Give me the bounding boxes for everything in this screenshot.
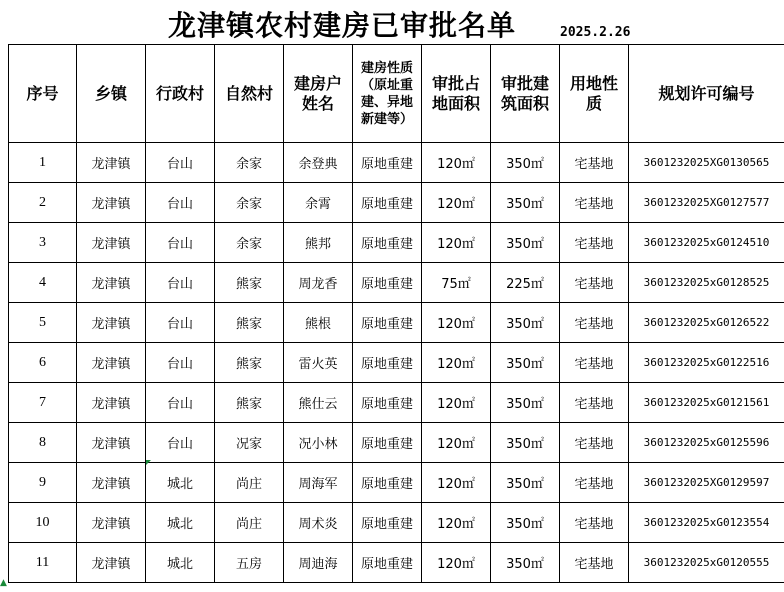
header-nature-line3: 建、异地 <box>360 94 413 110</box>
header-nature-line1: 建房性质 <box>360 60 413 76</box>
cell-land-area[interactable]: 120㎡ <box>422 503 491 543</box>
table-row <box>9 503 784 543</box>
header-natural-village[interactable]: 自然村 <box>215 45 284 143</box>
cell-owner[interactable]: 熊邦 <box>284 223 353 263</box>
cell-land-area[interactable]: 120㎡ <box>422 423 491 463</box>
header-build-area-line2: 筑面积 <box>500 93 549 113</box>
cell-no[interactable]: 3 <box>9 223 77 263</box>
cell-admin-village[interactable]: 台山 <box>146 223 215 263</box>
cell-land-area[interactable]: 120㎡ <box>422 343 491 383</box>
cell-no[interactable]: 10 <box>9 503 77 543</box>
cell-natural-village[interactable]: 况家 <box>215 423 284 463</box>
cell-admin-village[interactable]: 台山 <box>146 143 215 183</box>
cell-land-use[interactable]: 宅基地 <box>560 303 629 343</box>
cell-owner[interactable]: 雷火英 <box>284 343 353 383</box>
cell-land-area[interactable]: 75㎡ <box>422 263 491 303</box>
table-row <box>9 343 784 383</box>
title-row <box>8 0 784 45</box>
cell-build-area[interactable]: 350㎡ <box>491 383 560 423</box>
cell-town[interactable]: 龙津镇 <box>77 223 146 263</box>
header-land-use[interactable] <box>560 45 629 143</box>
cell-land-use[interactable]: 宅基地 <box>560 463 629 503</box>
sheet-left-gutter <box>0 0 8 592</box>
document-date: 2025.2.26 <box>560 25 631 40</box>
cell-natural-village[interactable]: 余家 <box>215 183 284 223</box>
cell-permit[interactable]: 3601232025xG0128525 <box>629 263 784 303</box>
cell-no[interactable]: 6 <box>9 343 77 383</box>
document-title: 龙津镇农村建房已审批名单 <box>168 9 517 42</box>
cell-land-use[interactable]: 宅基地 <box>560 543 629 583</box>
comment-marker-icon <box>146 460 151 465</box>
cell-land-area[interactable]: 120㎡ <box>422 223 491 263</box>
cell-permit[interactable]: 3601232025xG0125596 <box>629 423 784 463</box>
table-row <box>9 303 784 343</box>
cell-land-area[interactable]: 120㎡ <box>422 183 491 223</box>
header-owner-line1: 建房户 <box>293 73 342 93</box>
gutter-arrow-icon[interactable]: ▲ <box>0 578 7 588</box>
cell-build-area[interactable]: 350㎡ <box>491 183 560 223</box>
cell-permit[interactable]: 3601232025xG0120555 <box>629 543 784 583</box>
cell-land-use[interactable]: 宅基地 <box>560 343 629 383</box>
cell-town[interactable]: 龙津镇 <box>77 263 146 303</box>
cell-nature[interactable]: 原地重建 <box>353 183 422 223</box>
cell-owner[interactable]: 余霄 <box>284 183 353 223</box>
cell-land-use[interactable]: 宅基地 <box>560 263 629 303</box>
cell-permit[interactable]: 3601232025xG0126522 <box>629 303 784 343</box>
cell-town[interactable]: 龙津镇 <box>77 183 146 223</box>
header-land-area-line1: 审批占 <box>431 73 480 93</box>
cell-build-area[interactable]: 350㎡ <box>491 143 560 183</box>
cell-natural-village[interactable]: 熊家 <box>215 263 284 303</box>
header-permit[interactable]: 规划许可编号 <box>629 45 784 143</box>
table-row <box>9 183 784 223</box>
header-owner-line2: 姓名 <box>301 93 334 113</box>
table-row <box>9 263 784 303</box>
table-row <box>9 223 784 263</box>
cell-land-use[interactable]: 宅基地 <box>560 143 629 183</box>
cell-admin-village[interactable]: 台山 <box>146 423 215 463</box>
cell-natural-village[interactable]: 熊家 <box>215 383 284 423</box>
cell-land-area[interactable]: 120㎡ <box>422 383 491 423</box>
cell-land-use[interactable]: 宅基地 <box>560 503 629 543</box>
cell-no[interactable]: 1 <box>9 143 77 183</box>
cell-nature[interactable]: 原地重建 <box>353 543 422 583</box>
cell-no[interactable]: 5 <box>9 303 77 343</box>
cell-town[interactable]: 龙津镇 <box>77 143 146 183</box>
header-no[interactable]: 序号 <box>9 45 77 143</box>
cell-land-area[interactable]: 120㎡ <box>422 143 491 183</box>
cell-owner[interactable]: 周龙香 <box>284 263 353 303</box>
cell-nature[interactable]: 原地重建 <box>353 223 422 263</box>
cell-land-use[interactable]: 宅基地 <box>560 423 629 463</box>
cell-owner[interactable]: 熊仕云 <box>284 383 353 423</box>
cell-land-use[interactable]: 宅基地 <box>560 183 629 223</box>
cell-permit[interactable]: 3601232025xG0123554 <box>629 503 784 543</box>
cell-nature[interactable]: 原地重建 <box>353 343 422 383</box>
cell-owner[interactable]: 周术炎 <box>284 503 353 543</box>
cell-land-area[interactable]: 120㎡ <box>422 303 491 343</box>
cell-no[interactable]: 7 <box>9 383 77 423</box>
cell-permit[interactable]: 3601232025xG0121561 <box>629 383 784 423</box>
cell-owner[interactable]: 周海军 <box>284 463 353 503</box>
cell-build-area[interactable]: 350㎡ <box>491 303 560 343</box>
cell-town[interactable]: 龙津镇 <box>77 503 146 543</box>
header-nature[interactable] <box>353 45 422 143</box>
cell-permit[interactable]: 3601232025XG0129597 <box>629 463 784 503</box>
cell-nature[interactable]: 原地重建 <box>353 263 422 303</box>
cell-owner[interactable]: 熊根 <box>284 303 353 343</box>
cell-owner[interactable]: 余登典 <box>284 143 353 183</box>
cell-admin-village[interactable]: 台山 <box>146 183 215 223</box>
cell-admin-village[interactable]: 台山 <box>146 343 215 383</box>
cell-build-area[interactable]: 350㎡ <box>491 503 560 543</box>
cell-natural-village[interactable]: 余家 <box>215 143 284 183</box>
cell-owner[interactable]: 况小林 <box>284 423 353 463</box>
cell-land-use[interactable]: 宅基地 <box>560 223 629 263</box>
header-owner[interactable] <box>284 45 353 143</box>
table-row <box>9 423 784 463</box>
cell-nature[interactable]: 原地重建 <box>353 303 422 343</box>
cell-build-area[interactable]: 350㎡ <box>491 543 560 583</box>
cell-nature[interactable]: 原地重建 <box>353 423 422 463</box>
header-row <box>9 45 784 143</box>
cell-no[interactable]: 9 <box>9 463 77 503</box>
cell-admin-village[interactable]: 城北 <box>146 463 215 503</box>
cell-admin-village[interactable]: 城北 <box>146 503 215 543</box>
header-admin-village[interactable]: 行政村 <box>146 45 215 143</box>
cell-natural-village[interactable]: 熊家 <box>215 343 284 383</box>
header-town[interactable]: 乡镇 <box>77 45 146 143</box>
cell-permit[interactable]: 3601232025XG0127577 <box>629 183 784 223</box>
cell-admin-village[interactable]: 城北 <box>146 543 215 583</box>
cell-town[interactable]: 龙津镇 <box>77 543 146 583</box>
header-land-use-line2: 质 <box>585 93 602 113</box>
cell-nature[interactable]: 原地重建 <box>353 143 422 183</box>
header-land-area-line2: 地面积 <box>431 93 480 113</box>
cell-admin-village[interactable]: 台山 <box>146 303 215 343</box>
header-land-area[interactable] <box>422 45 491 143</box>
cell-town[interactable]: 龙津镇 <box>77 343 146 383</box>
cell-admin-village[interactable]: 台山 <box>146 383 215 423</box>
cell-no[interactable]: 4 <box>9 263 77 303</box>
cell-admin-village[interactable]: 台山 <box>146 263 215 303</box>
cell-town[interactable]: 龙津镇 <box>77 463 146 503</box>
cell-no[interactable]: 2 <box>9 183 77 223</box>
table-row <box>9 383 784 423</box>
cell-build-area[interactable]: 350㎡ <box>491 223 560 263</box>
cell-build-area[interactable]: 350㎡ <box>491 423 560 463</box>
cell-town[interactable]: 龙津镇 <box>77 303 146 343</box>
cell-land-use[interactable]: 宅基地 <box>560 383 629 423</box>
cell-no[interactable]: 8 <box>9 423 77 463</box>
header-nature-line4: 新建等） <box>360 111 413 127</box>
cell-town[interactable]: 龙津镇 <box>77 383 146 423</box>
cell-natural-village[interactable]: 尚庄 <box>215 463 284 503</box>
cell-land-area[interactable]: 120㎡ <box>422 463 491 503</box>
cell-natural-village[interactable]: 熊家 <box>215 303 284 343</box>
cell-permit[interactable]: 3601232025XG0130565 <box>629 143 784 183</box>
cell-nature[interactable]: 原地重建 <box>353 503 422 543</box>
cell-natural-village[interactable]: 尚庄 <box>215 503 284 543</box>
cell-permit[interactable]: 3601232025xG0124510 <box>629 223 784 263</box>
cell-no[interactable]: 11 <box>9 543 77 583</box>
cell-build-area[interactable]: 350㎡ <box>491 463 560 503</box>
cell-permit[interactable]: 3601232025xG0122516 <box>629 343 784 383</box>
approval-table <box>8 44 784 583</box>
table-row <box>9 143 784 183</box>
header-build-area-line1: 审批建 <box>500 73 549 93</box>
header-land-use-line1: 用地性 <box>569 73 618 93</box>
cell-nature[interactable]: 原地重建 <box>353 383 422 423</box>
table-row <box>9 463 784 503</box>
cell-natural-village[interactable]: 五房 <box>215 543 284 583</box>
header-nature-line2: （原址重 <box>360 77 413 93</box>
header-build-area[interactable] <box>491 45 560 143</box>
cell-town[interactable]: 龙津镇 <box>77 423 146 463</box>
cell-build-area[interactable]: 225㎡ <box>491 263 560 303</box>
cell-natural-village[interactable]: 余家 <box>215 223 284 263</box>
cell-nature[interactable]: 原地重建 <box>353 463 422 503</box>
cell-build-area[interactable]: 350㎡ <box>491 343 560 383</box>
table-row <box>9 543 784 583</box>
cell-owner[interactable]: 周迪海 <box>284 543 353 583</box>
cell-land-area[interactable]: 120㎡ <box>422 543 491 583</box>
